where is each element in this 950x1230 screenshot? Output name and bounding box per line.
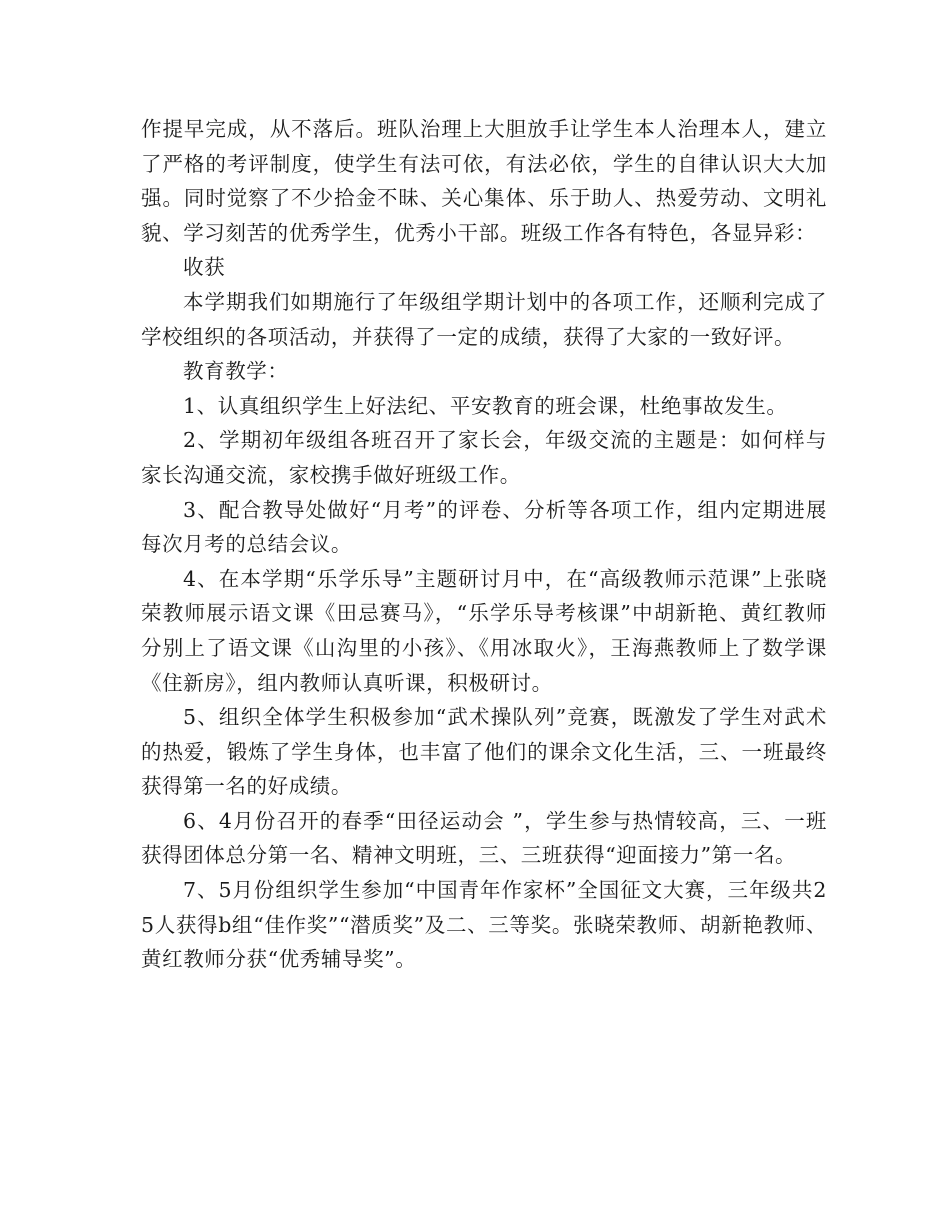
heading-harvest: 收获 — [183, 255, 226, 280]
list-item-1: 1、认真组织学生上好法纪、平安教育的班会课，杜绝事故发生。 — [183, 393, 788, 418]
document-page — [141, 112, 827, 977]
list-item-7: 7、5月份组织学生参加“中国青年作家杯”全国征文大赛，三年级共25人获得b组“佳作奖”“潜质奖”及二、三等奖。张晓荣教师、胡新艳教师、黄红教师分获“优秀辅导奖”。 — [141, 878, 827, 972]
list-item-5: 5、组织全体学生积极参加“武术操队列”竞赛，既激发了学生对武术的热爱，锻炼了学生身体，也丰富了他们的课余文化生活，三、一班最终获得第一名的好成绩。 — [141, 705, 827, 799]
list-item-3: 3、配合教导处做好“月考”的评卷、分析等各项工作，组内定期进展每次月考的总结会议。 — [141, 497, 827, 557]
heading-education-teaching: 教育教学： — [183, 359, 289, 384]
list-item-4: 4、在本学期“乐学乐导”主题研讨月中，在“高级教师示范课”上张晓荣教师展示语文课《田忌赛马》，“乐学乐导考核课”中胡新艳、黄红教师分别上了语文课《山沟里的小孩》、《用冰取火》，王海燕教师上了数学课《住新房》，组内教师认真听课，积极研讨。 — [141, 566, 827, 695]
list-item-2: 2、学期初年级组各班召开了家长会，年级交流的主题是：如何样与家长沟通交流，家校携手做好班级工作。 — [141, 428, 827, 487]
paragraph-semester-summary: 本学期我们如期施行了年级组学期计划中的各项工作，还顺利完成了学校组织的各项活动，并获得了一定的成绩，获得了大家的一致好评。 — [141, 289, 827, 349]
paragraph-class-management: 作提早完成，从不落后。班队治理上大胆放手让学生本人治理本人，建立了严格的考评制度，使学生有法可依，有法必依，学生的自律认识大大加强。同时觉察了不少拾金不昧、关心集体、乐于助人、热爱劳动、文明礼貌、学习刻苦的优秀学生，优秀小干部。班级工作各有特色，各显异彩： — [141, 117, 827, 245]
list-item-6: 6、4月份召开的春季“田径运动会 ”，学生参与热情较高，三、一班获得团体总分第一名、精神文明班，三、三班获得“迎面接力”第一名。 — [141, 808, 827, 868]
